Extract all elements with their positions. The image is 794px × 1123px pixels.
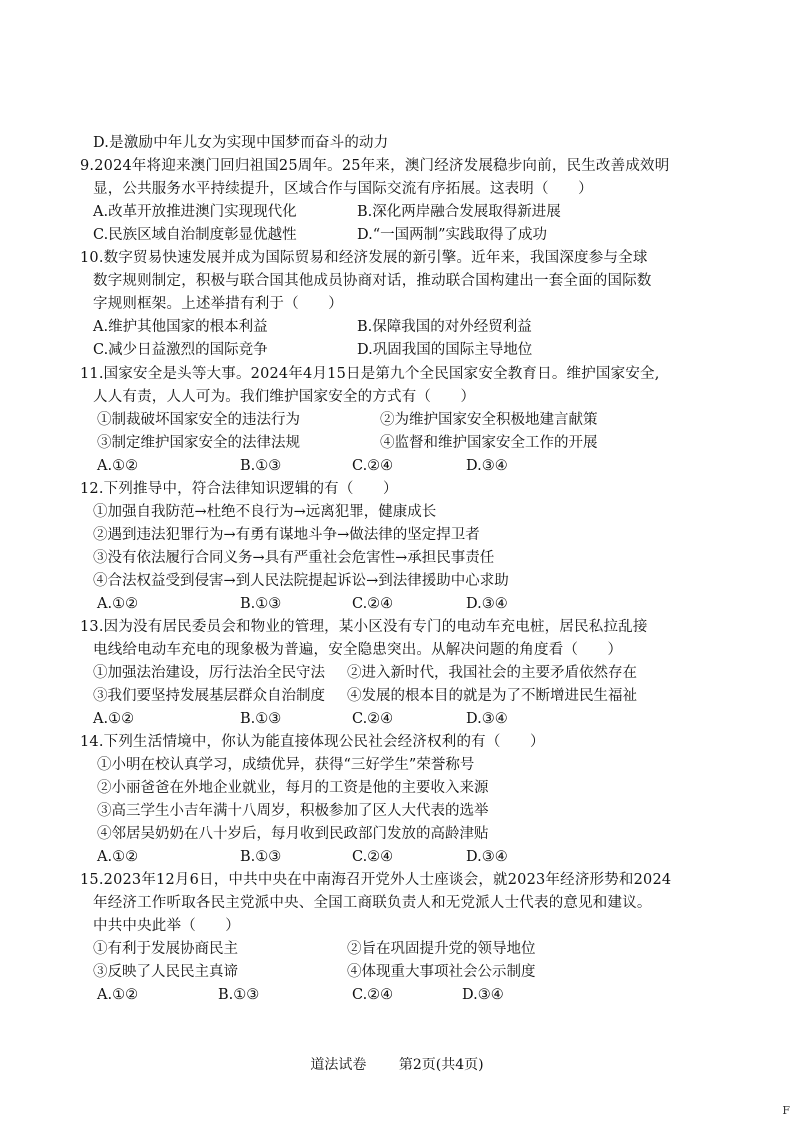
q15-statement-4: ④体现重大事项社会公示制度 — [347, 964, 536, 980]
q9-option-b: B.深化两岸融合发展取得新进展 — [357, 204, 561, 220]
q10-stem-line3: 字规则框架。上述举措有利于（ ） — [93, 296, 343, 312]
corner-mark: F — [782, 1104, 790, 1117]
q11-statement-1: ①制裁破坏国家安全的违法行为 — [97, 412, 300, 428]
q12-option-c: C.②④ — [352, 596, 394, 612]
q9-option-a: A.改革开放推进澳门实现现代化 — [93, 204, 297, 220]
q14-stem: 14.下列生活情境中，你认为能直接体现公民社会经济权利的有（ ） — [80, 734, 545, 750]
q12-statement-1: ①加强自我防范→杜绝不良行为→远离犯罪，健康成长 — [93, 504, 437, 520]
q9-option-c: C.民族区域自治制度彰显优越性 — [93, 227, 297, 243]
q13-stem-line2: 电线给电动车充电的现象极为普遍，安全隐患突出。从解决问题的角度看（ ） — [93, 642, 623, 658]
q11-option-d: D.③④ — [466, 458, 508, 474]
q11-statement-2: ②为维护国家安全积极地建言献策 — [380, 412, 598, 428]
q10-stem-line2: 数字规则制定，积极与联合国其他成员协商对话，推动联合国构建出一套全面的国际数 — [93, 273, 652, 289]
q14-statement-3: ③高三学生小吉年满十八周岁，积极参加了区人大代表的选举 — [97, 803, 489, 819]
q15-option-c: C.②④ — [352, 987, 394, 1003]
q15-stem-line3: 中共中央此举（ ） — [93, 918, 240, 934]
footer-page-number: 第2页(共4页) — [398, 1057, 484, 1073]
q10-option-b: B.保障我国的对外经贸利益 — [357, 319, 532, 335]
q12-option-a: A.①② — [97, 596, 139, 612]
q13-option-d: D.③④ — [466, 711, 508, 727]
q13-option-a: A.①② — [93, 711, 135, 727]
q9-stem-line2: 显，公共服务水平持续提升，区域合作与国际交流有序拓展。这表明（ ） — [93, 181, 593, 197]
q14-option-a: A.①② — [97, 849, 139, 865]
q14-statement-2: ②小丽爸爸在外地企业就业，每月的工资是他的主要收入来源 — [97, 780, 489, 796]
q15-option-b: B.①③ — [218, 987, 260, 1003]
q11-option-c: C.②④ — [352, 458, 394, 474]
q13-statement-1: ①加强法治建设，厉行法治全民守法 — [93, 665, 325, 681]
q11-stem-line1: 11.国家安全是头等大事。2024年4月15日是第九个全民国家安全教育日。维护国家安全, — [80, 366, 660, 382]
page-footer — [0, 1054, 794, 1074]
q9-stem-line1: 9.2024年将迎来澳门回归祖国25周年。25年来，澳门经济发展稳步向前，民生改善成效明 — [80, 158, 670, 174]
q12-statement-2: ②遇到违法犯罪行为→有勇有谋地斗争→做法律的坚定捍卫者 — [93, 527, 480, 543]
q13-stem-line1: 13.因为没有居民委员会和物业的管理，某小区没有专门的电动车充电桩，居民私拉乱接 — [80, 619, 648, 635]
q11-statement-4: ④监督和维护国家安全工作的开展 — [380, 435, 598, 451]
q9-option-d: D.“一国两制”实践取得了成功 — [357, 227, 548, 243]
q12-option-b: B.①③ — [240, 596, 282, 612]
q12-statement-4: ④合法权益受到侵害→到人民法院提起诉讼→到法律援助中心求助 — [93, 573, 509, 589]
q10-option-c: C.减少日益激烈的国际竞争 — [93, 342, 268, 358]
q10-stem-line1: 10.数字贸易快速发展并成为国际贸易和经济发展的新引擎。近年来，我国深度参与全球 — [80, 250, 648, 266]
q13-option-b: B.①③ — [240, 711, 282, 727]
q15-statement-3: ③反映了人民民主真谛 — [93, 964, 238, 980]
q14-option-d: D.③④ — [466, 849, 508, 865]
footer-subject: 道法试卷 — [310, 1057, 367, 1073]
q8-option-d: D.是激励中年儿女为实现中国梦而奋斗的动力 — [93, 135, 389, 151]
q14-statement-1: ①小明在校认真学习，成绩优异，获得“三好学生”荣誉称号 — [97, 757, 475, 773]
q15-statement-2: ②旨在巩固提升党的领导地位 — [347, 941, 536, 957]
q13-statement-4: ④发展的根本目的就是为了不断增进民生福祉 — [347, 688, 637, 704]
q15-option-d: D.③④ — [462, 987, 504, 1003]
q11-option-a: A.①② — [97, 458, 139, 474]
q15-stem-line2: 年经济工作听取各民主党派中央、全国工商联负责人和无党派人士代表的意见和建议。 — [93, 895, 652, 911]
q15-statement-1: ①有利于发展协商民主 — [93, 941, 238, 957]
q14-option-b: B.①③ — [240, 849, 282, 865]
q13-statement-2: ②进入新时代，我国社会的主要矛盾依然存在 — [347, 665, 637, 681]
q11-option-b: B.①③ — [240, 458, 282, 474]
q10-option-d: D.巩固我国的国际主导地位 — [357, 342, 533, 358]
q10-option-a: A.维护其他国家的根本利益 — [93, 319, 268, 335]
q14-statement-4: ④邻居吴奶奶在八十岁后，每月收到民政部门发放的高龄津贴 — [97, 826, 489, 842]
q13-statement-3: ③我们要坚持发展基层群众自治制度 — [93, 688, 325, 704]
q12-option-d: D.③④ — [466, 596, 508, 612]
q12-stem: 12.下列推导中，符合法律知识逻辑的有（ ） — [80, 481, 398, 497]
q15-option-a: A.①② — [97, 987, 139, 1003]
q13-option-c: C.②④ — [352, 711, 394, 727]
q11-statement-3: ③制定维护国家安全的法律法规 — [97, 435, 300, 451]
q15-stem-line1: 15.2023年12月6日，中共中央在中南海召开党外人士座谈会，就2023年经济形势和2024 — [80, 872, 672, 888]
q11-stem-line2: 人人有责，人人可为。我们维护国家安全的方式有（ ） — [93, 389, 476, 405]
q12-statement-3: ③没有依法履行合同义务→具有严重社会危害性→承担民事责任 — [93, 550, 495, 566]
q14-option-c: C.②④ — [352, 849, 394, 865]
